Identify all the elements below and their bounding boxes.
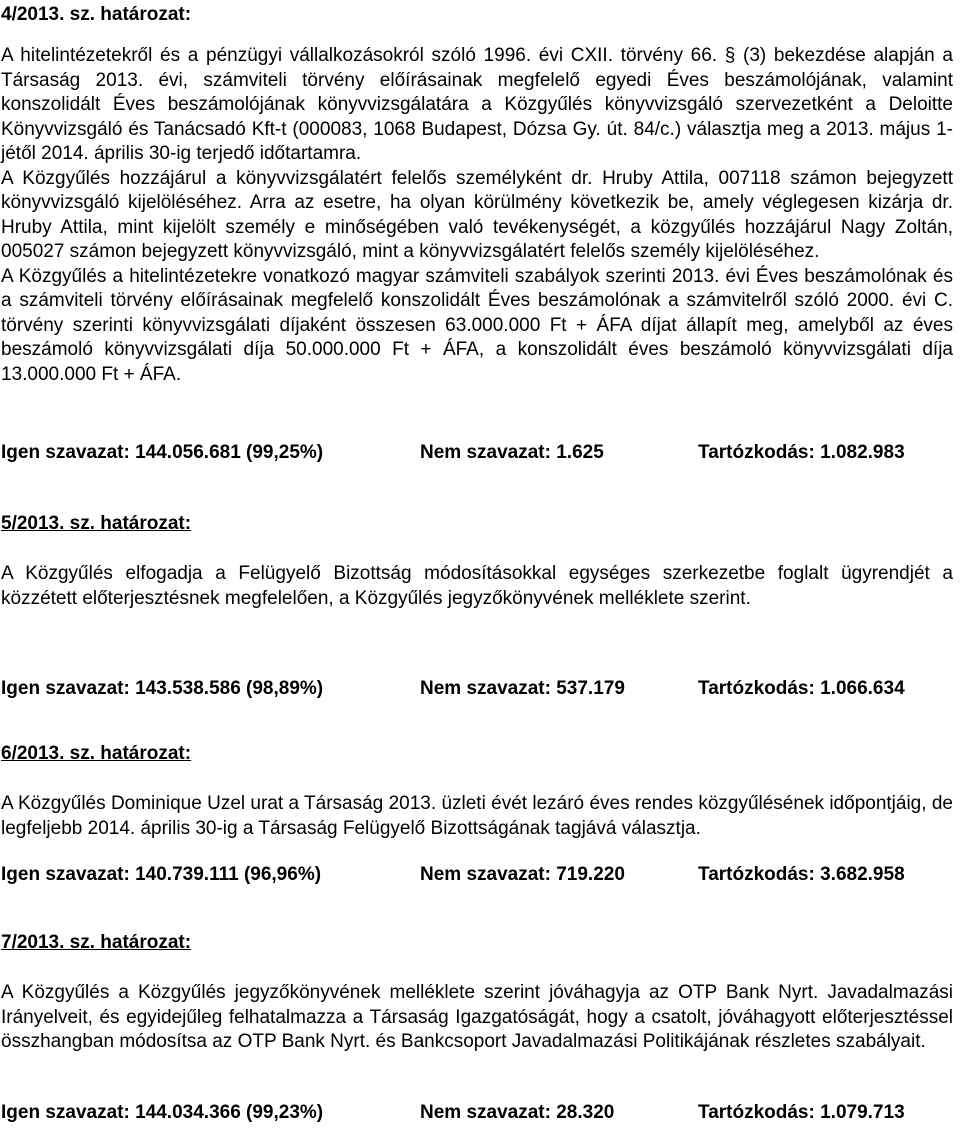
resolution-6-heading: 6/2013. sz. határozat: — [1, 743, 192, 764]
resolution-4-heading: 4/2013. sz. határozat: — [1, 4, 192, 25]
resolution-7-text — [1, 981, 953, 1055]
resolution-4-no-votes: Nem szavazat: 1.625 — [420, 442, 604, 463]
resolution-4-text — [1, 44, 953, 387]
resolution-7-yes-votes: Igen szavazat: 144.034.366 (99,23%) — [1, 1102, 324, 1123]
resolution-5-yes-votes: Igen szavazat: 143.538.586 (98,89%) — [1, 678, 324, 699]
resolution-5-heading: 5/2013. sz. határozat: — [1, 513, 192, 534]
resolution-4-yes-votes: Igen szavazat: 144.056.681 (99,25%) — [1, 442, 324, 463]
resolution-4-paragraph-2: A Közgyűlés hozzájárul a könyvvizsgálatért felelős személyként dr. Hruby Attila, 007118 számon bejegyzett könyvvizsgáló kijelöléséhez. Arra az esetre, ha olyan körülmény következik be, amely véglegesen kizárja dr. Hruby Attila, mint kijelölt személy e minőségében való tevékenységét, a közgyűlés hozzájárul Nagy Zoltán, 005027 számon bejegyzett könyvvizsgáló, mint a könyvvizsgálatért felelős személy kijelöléséhez. — [1, 167, 953, 262]
resolution-7-no-votes: Nem szavazat: 28.320 — [420, 1102, 615, 1123]
resolution-4-paragraph-1: A hitelintézetekről és a pénzügyi vállalkozásokról szóló 1996. évi CXII. törvény 66. § (3) bekezdése alapján a Társaság 2013. évi, számviteli törvény előírásainak megfelelő egyedi Éves beszámolójának, valamint konszolidált Éves beszámolójának könyvvizsgálatára a Közgyűlés könyvvizsgáló szervezetként a Deloitte Könyvvizsgáló és Tanácsadó Kft-t (000083, 1068 Budapest, Dózsa Gy. út. 84/c.) választja meg a 2013. május 1-jétől 2014. április 30-ig terjedő időtartamra. — [1, 45, 953, 164]
resolution-7-abstain-votes: Tartózkodás: 1.079.713 — [698, 1102, 905, 1123]
resolution-4-paragraph-3: A Közgyűlés a hitelintézetekre vonatkozó magyar számviteli szabályok szerinti 2013. évi Éves beszámolónak és a számviteli törvény előírásainak megfelelő konszolidált Éves beszámolónak a számvitelről szóló 2000. évi C. törvény szerinti könyvvizsgálati díjaként összesen 63.000.000 Ft + ÁFA díjat állapít meg, amelyből az éves beszámoló könyvvizsgálati díja 50.000.000 Ft + ÁFA, a konszolidált éves beszámoló könyvvizsgálati díja 13.000.000 Ft + ÁFA. — [1, 265, 953, 385]
resolution-5-no-votes: Nem szavazat: 537.179 — [420, 678, 625, 699]
resolution-7-heading: 7/2013. sz. határozat: — [1, 932, 192, 953]
resolution-6-abstain-votes: Tartózkodás: 3.682.958 — [698, 864, 905, 885]
resolution-5-text — [1, 562, 953, 611]
resolution-7-paragraph-1: A Közgyűlés a Közgyűlés jegyzőkönyvének melléklete szerint jóváhagyja az OTP Bank Nyrt. Javadalmazási Irányelveit, és egyidejűleg felhatalmazza a Társaság Igazgatóságát, hogy a csatolt, jóváhagyott előterjesztéssel összhangban módosítsa az OTP Bank Nyrt. és Bankcsoport Javadalmazási Politikájának részletes szabályait. — [1, 982, 953, 1052]
resolution-6-paragraph-1: A Közgyűlés Dominique Uzel urat a Társaság 2013. üzleti évét lezáró éves rendes közgyűlésének időpontjáig, de legfeljebb 2014. április 30-ig a Társaság Felügyelő Bizottságának tagjává választja. — [1, 793, 953, 839]
resolution-5-abstain-votes: Tartózkodás: 1.066.634 — [698, 678, 905, 699]
resolution-6-no-votes: Nem szavazat: 719.220 — [420, 864, 625, 885]
resolution-4-abstain-votes: Tartózkodás: 1.082.983 — [698, 442, 905, 463]
resolution-6-text — [1, 792, 953, 841]
resolution-5-paragraph-1: A Közgyűlés elfogadja a Felügyelő Bizottság módosításokkal egységes szerkezetbe foglalt ügyrendjét a közzétett előterjesztésnek megfelelően, a Közgyűlés jegyzőkönyvének melléklete szerint. — [1, 563, 953, 609]
resolution-6-yes-votes: Igen szavazat: 140.739.111 (96,96%) — [1, 864, 322, 885]
